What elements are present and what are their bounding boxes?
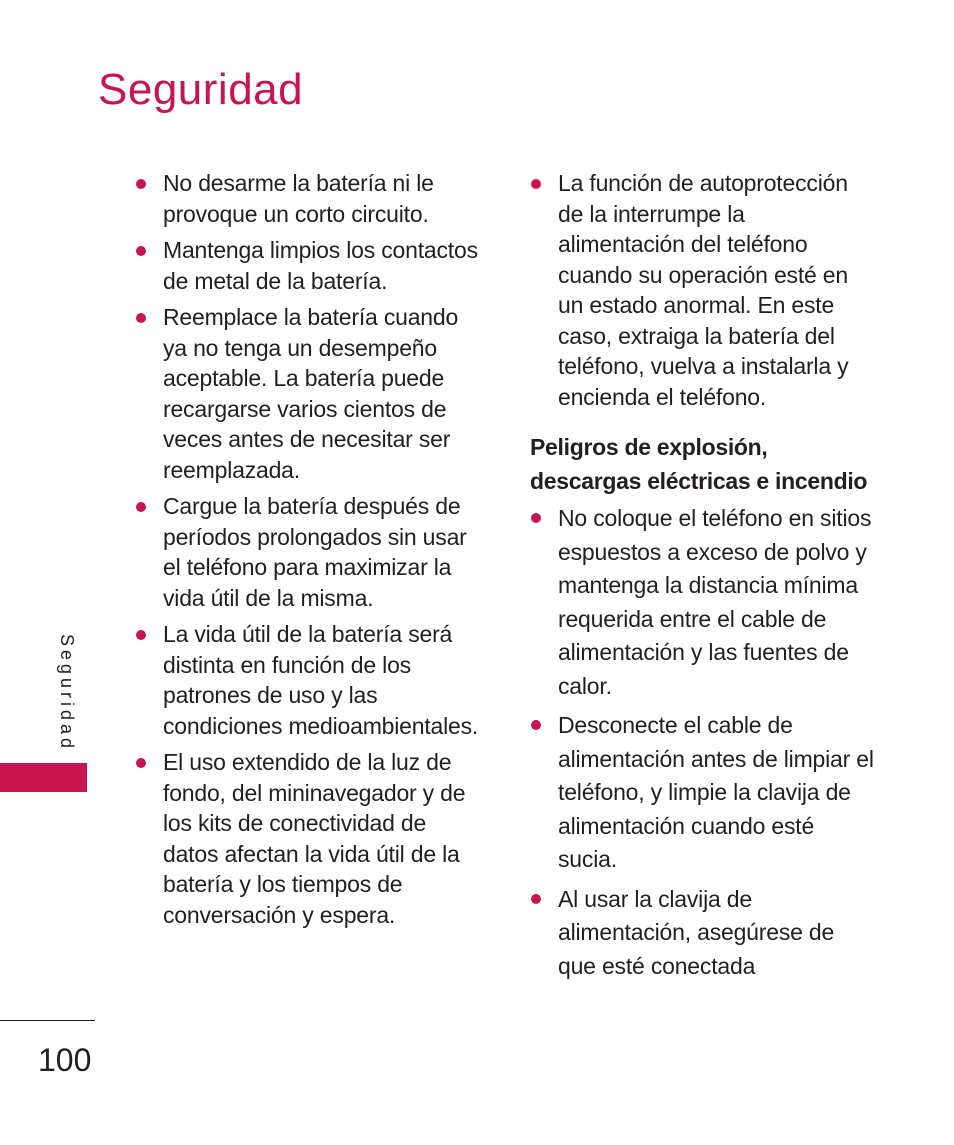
- section-heading: Peligros de explosión, descargas eléctricas e incendio: [530, 434, 868, 494]
- list-item-text: No desarme la batería ni le provoque un corto circuito.: [163, 170, 434, 227]
- list-item-text: Al usar la clavija de alimentación, asegúrese de que esté conectada: [558, 885, 835, 979]
- bullet-list: [135, 168, 485, 930]
- footer-divider: [0, 1020, 95, 1021]
- bullet-icon: [136, 246, 146, 256]
- bullet-icon: [531, 720, 541, 730]
- list-item-text: El uso extendido de la luz de fondo, del mininavegador y de los kits de conectividad de datos afectan la vida útil de la batería y los tiempos de conversación y espera.: [163, 749, 466, 928]
- list-item: [135, 747, 485, 930]
- bullet-icon: [136, 630, 146, 640]
- bullet-list: [530, 168, 875, 412]
- bullet-icon: [531, 513, 541, 523]
- bullet-icon: [531, 894, 541, 904]
- list-item-text: Reemplace la batería cuando ya no tenga un desempeño aceptable. La batería puede recargarse varios cientos de veces antes de necesitar ser reemplazada.: [163, 304, 459, 483]
- list-item-text: Mantenga limpios los contactos de metal de la batería.: [163, 237, 478, 294]
- list-item: [530, 883, 875, 984]
- list-item: [530, 502, 875, 703]
- list-item-text: No coloque el teléfono en sitios espuestos a exceso de polvo y mantenga la distancia mínima requerida entre el cable de alimentación y las fuentes de calor.: [558, 505, 872, 699]
- list-item: [135, 168, 485, 229]
- list-item-text: Desconecte el cable de alimentación antes de limpiar el teléfono, y limpie la clavija de alimentación cuando esté sucia.: [558, 712, 874, 872]
- page-number: 100: [38, 1042, 92, 1078]
- list-item-text: Cargue la batería después de períodos prolongados sin usar el teléfono para maximizar la vida útil de la misma.: [163, 493, 467, 611]
- right-column: [530, 168, 875, 989]
- list-item: [530, 168, 875, 412]
- list-item: [135, 302, 485, 485]
- bullet-icon: [136, 502, 146, 512]
- sidebar-section-label: Seguridad: [57, 634, 77, 753]
- list-item: [135, 491, 485, 613]
- bullet-icon: [136, 313, 146, 323]
- list-item: [530, 709, 875, 877]
- bullet-list: [530, 502, 875, 983]
- left-column: [135, 168, 485, 936]
- page-title: Seguridad: [98, 65, 304, 114]
- bullet-icon: [136, 758, 146, 768]
- bullet-icon: [136, 179, 146, 189]
- list-item-text: La función de autoprotección de la interrumpe la alimentación del teléfono cuando su operación esté en un estado anormal. En este caso, extraiga la batería del teléfono, vuelva a instalarla y encienda el teléfono.: [558, 170, 849, 410]
- list-item: [135, 235, 485, 296]
- section-tab-marker: [0, 763, 87, 792]
- bullet-icon: [531, 179, 541, 189]
- list-item: [135, 619, 485, 741]
- list-item-text: La vida útil de la batería será distinta en función de los patrones de uso y las condiciones medioambientales.: [163, 621, 479, 739]
